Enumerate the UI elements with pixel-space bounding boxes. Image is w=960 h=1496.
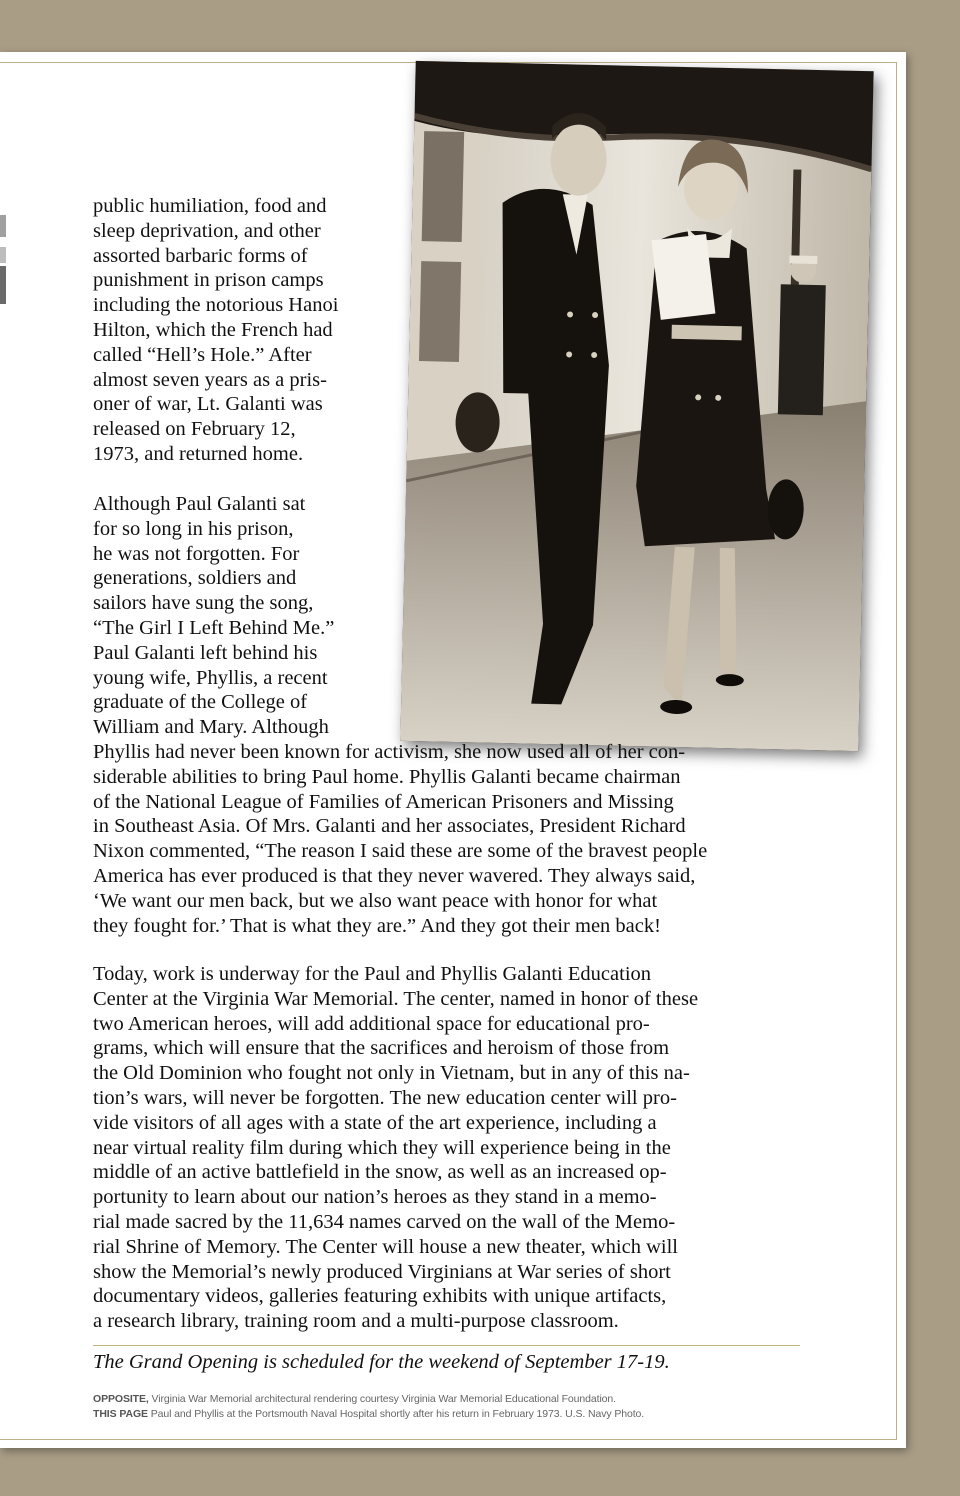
text-line: 1973, and returned home. [93,442,304,465]
text-line: near virtual reality film during which they will experience being in the [93,1136,671,1159]
text-line: sailors have sung the song, [93,592,314,615]
text-line: William and Mary. Although [93,716,329,739]
article-paragraph-3 [93,962,833,1334]
text-line: called “Hell’s Hole.” After [93,343,312,366]
text-line: including the notorious Hanoi [93,294,339,317]
edge-mark [0,266,6,304]
text-line: grams, which will ensure that the sacrifices and heroism of those from [93,1037,670,1060]
text-line: generations, soldiers and [93,567,297,590]
text-line: show the Memorial’s newly produced Virginians at War series of short [93,1260,671,1283]
text-line: tion’s wars, will never be forgotten. The new education center will pro- [93,1086,677,1109]
caption-opposite [93,1392,833,1407]
text-line: oner of war, Lt. Galanti was [93,393,323,416]
article-paragraph-2 [93,492,833,938]
text-line: Today, work is underway for the Paul and Phyllis Galanti Education [93,963,652,985]
caption-text: Paul and Phyllis at the Portsmouth Naval Hospital shortly after his return in February 1973. U.S. Navy Photo. [147,1408,645,1420]
text-line: public humiliation, food and [93,195,327,217]
text-line: assorted barbaric forms of [93,244,308,267]
text-line: young wife, Phyllis, a recent [93,666,328,689]
text-line: he was not forgotten. For [93,542,300,565]
text-line: the Old Dominion who fought not only in Vietnam, but in any of this na- [93,1062,690,1085]
caption-this-page [93,1407,833,1422]
edge-mark [0,247,6,263]
caption-text: Virginia War Memorial architectural rendering courtesy Virginia War Memorial Educational Foundation. [148,1393,616,1405]
text-line: Hilton, which the French had [93,318,333,341]
text-line: a research library, training room and a multi-purpose classroom. [93,1310,619,1333]
text-line: “The Girl I Left Behind Me.” [93,616,335,639]
text-line: ‘We want our men back, but we also want peace with honor for what [93,889,658,912]
text-line: America has ever produced is that they never wavered. They always said, [93,864,696,887]
photo-captions [93,1392,833,1422]
text-line: punishment in prison camps [93,269,324,292]
text-line: of the National League of Families of American Prisoners and Missing [93,790,674,813]
text-line: in Southeast Asia. Of Mrs. Galanti and her associates, President Richard [93,815,686,838]
edge-mark [0,215,6,237]
text-line: Paul Galanti left behind his [93,641,318,664]
text-line: almost seven years as a pris- [93,368,327,391]
text-line: two American heroes, will add additional space for educational pro- [93,1012,650,1035]
text-line: Phyllis had never been known for activism, she now used all of her con- [93,740,686,763]
text-line: for so long in his prison, [93,517,294,540]
text-line: they fought for.’ That is what they are.” And they got their men back! [93,914,661,937]
text-line: rial made sacred by the 11,634 names carved on the wall of the Memo- [93,1210,676,1233]
text-line: middle of an active battlefield in the snow, as well as an increased op- [93,1161,667,1184]
text-line: portunity to learn about our nation’s heroes as they stand in a memo- [93,1186,657,1209]
caption-lead: THIS PAGE [93,1408,148,1420]
text-line: vide visitors of all ages with a state of the art experience, including a [93,1111,657,1134]
divider-rule [93,1345,800,1346]
text-line: Nixon commented, “The reason I said these are some of the bravest people [93,840,708,863]
grand-opening-note: The Grand Opening is scheduled for the weekend of September 17-19. [93,1351,670,1373]
text-line: documentary videos, galleries featuring exhibits with unique artifacts, [93,1285,667,1308]
caption-lead: OPPOSITE, [93,1393,149,1405]
article-paragraph-1 [93,194,393,467]
text-line: graduate of the College of [93,691,308,714]
text-line: siderable abilities to bring Paul home. Phyllis Galanti became chairman [93,765,681,788]
text-line: Center at the Virginia War Memorial. The center, named in honor of these [93,987,699,1010]
text-line: rial Shrine of Memory. The Center will house a new theater, which will [93,1235,678,1258]
text-line: sleep deprivation, and other [93,219,321,242]
text-line: Although Paul Galanti sat [93,493,306,515]
text-line: released on February 12, [93,418,296,441]
